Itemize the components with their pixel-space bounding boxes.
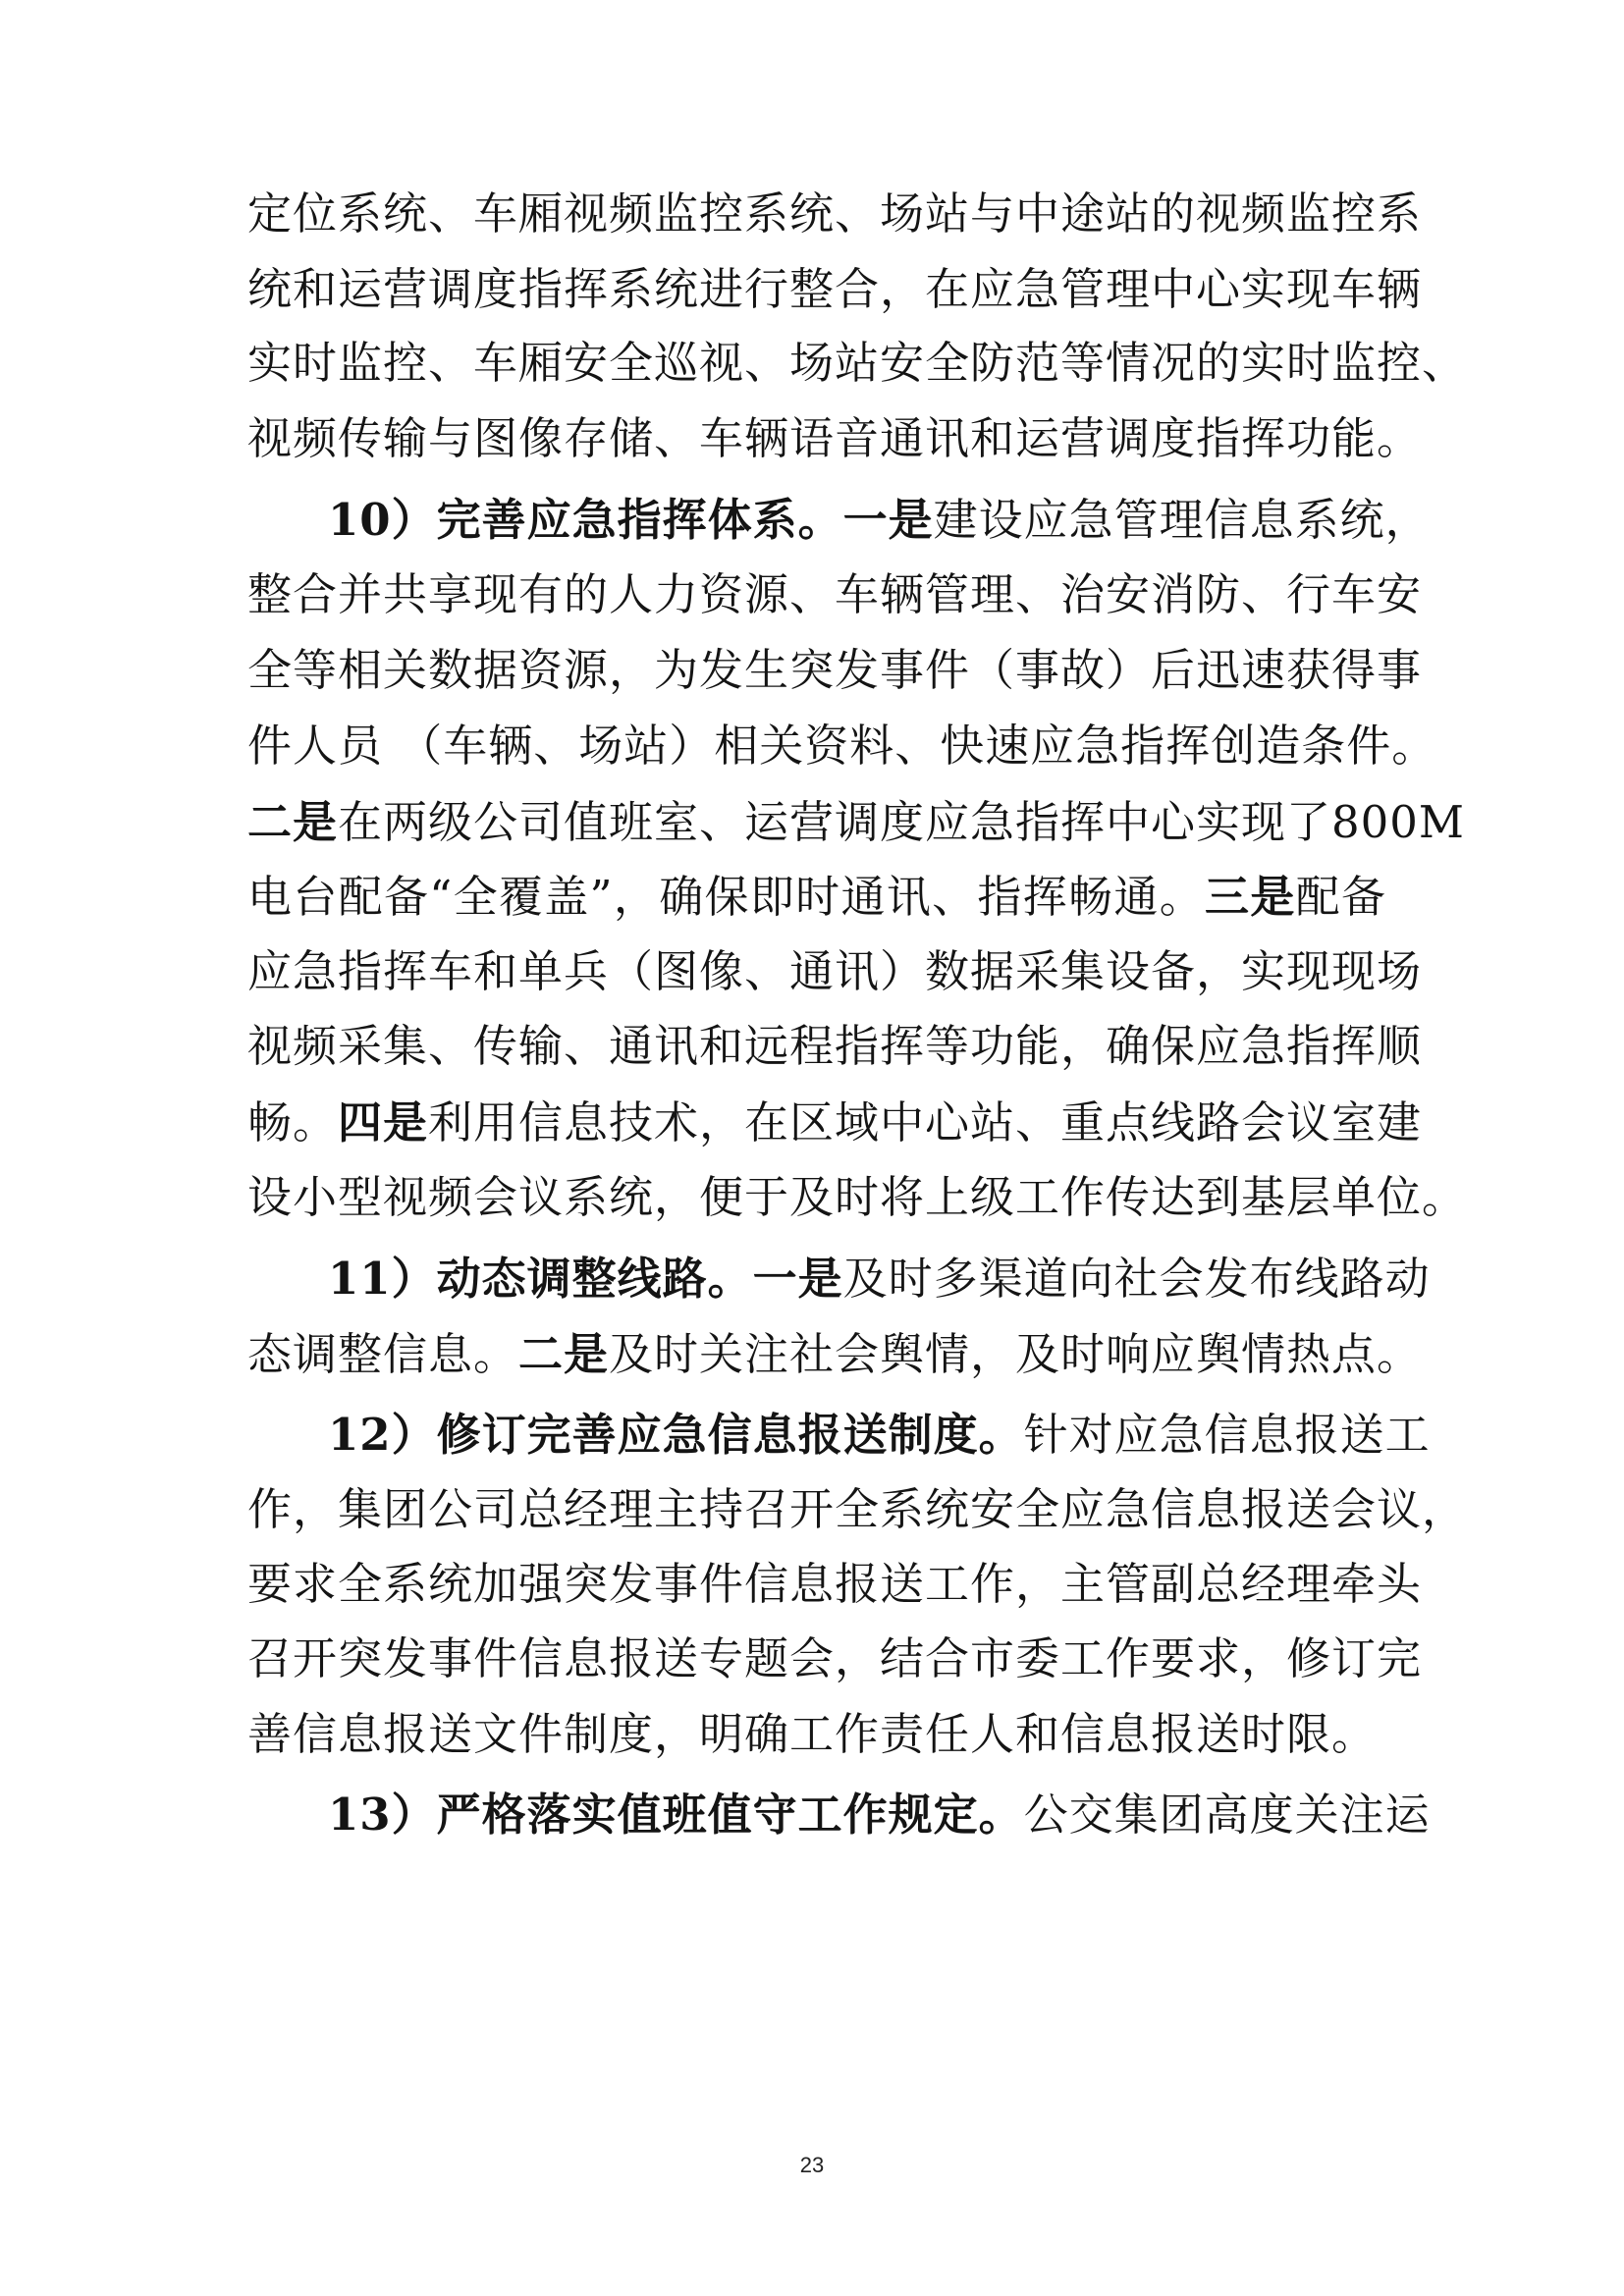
text-segment: 畅。 xyxy=(247,1096,339,1148)
text-line xyxy=(247,1094,1423,1152)
text-segment: 及时多渠道向社会发布线路动 xyxy=(842,1253,1431,1305)
bold-text-segment: 四是 xyxy=(338,1096,429,1148)
text-line xyxy=(247,334,1468,393)
text-line xyxy=(247,1325,1423,1384)
text-segment: 视频采集、传输、通讯和远程指挥等功能，确保应急指挥顺 xyxy=(247,1020,1423,1072)
bold-text-segment: 二是 xyxy=(518,1328,610,1380)
text-line xyxy=(247,942,1423,1001)
text-line xyxy=(247,641,1423,700)
text-segment: 应急指挥车和单兵（图像、通讯）数据采集设备，实现现场 xyxy=(247,945,1423,997)
text-line xyxy=(328,1406,1431,1465)
text-segment: 电台配备“全覆盖”，确保即时通讯、指挥畅通。 xyxy=(247,871,1206,923)
text-segment: 态调整信息。 xyxy=(247,1328,519,1380)
text-segment: 件人员 （车辆、场站）相关资料、快速应急指挥创造条件。 xyxy=(247,720,1437,772)
text-segment: 建设应急管理信息系统， xyxy=(933,494,1431,546)
bold-text-segment: 13）严格落实值班值守工作规定。 xyxy=(328,1789,1024,1841)
bold-text-segment: 11）动态调整线路。 xyxy=(328,1253,753,1305)
text-line xyxy=(247,185,1423,243)
text-line xyxy=(247,1705,1386,1764)
text-segment: 配备 xyxy=(1295,871,1386,923)
text-line xyxy=(247,1480,1468,1539)
bold-text-segment: 二是 xyxy=(247,796,339,848)
text-line xyxy=(247,793,1465,852)
text-line xyxy=(247,1629,1423,1688)
bold-text-segment: 一是 xyxy=(842,494,934,546)
text-line xyxy=(247,565,1423,624)
text-segment: 统和运营调度指挥系统进行整合，在应急管理中心实现车辆 xyxy=(247,263,1423,315)
text-segment: 要求全系统加强突发事件信息报送工作，主管副总经理牵头 xyxy=(247,1558,1423,1610)
page-number: 23 xyxy=(799,2153,825,2177)
text-segment: 召开突发事件信息报送专题会，结合市委工作要求，修订完 xyxy=(247,1632,1423,1684)
text-segment: 全等相关数据资源，为发生突发事件（事故）后迅速获得事 xyxy=(247,644,1423,696)
text-segment: 公交集团高度关注运 xyxy=(1023,1789,1431,1841)
text-line xyxy=(328,1250,1431,1308)
text-line xyxy=(247,1555,1423,1614)
text-line xyxy=(328,491,1431,550)
text-segment: 设小型视频会议系统，便于及时将上级工作传达到基层单位。 xyxy=(247,1171,1468,1223)
text-segment: 善信息报送文件制度，明确工作责任人和信息报送时限。 xyxy=(247,1708,1378,1760)
bold-text-segment: 12）修订完善应急信息报送制度。 xyxy=(328,1409,1024,1461)
bold-text-segment: 一是 xyxy=(752,1253,843,1305)
text-segment: 在两级公司值班室、运营调度应急指挥中心实现了800M xyxy=(338,796,1465,848)
text-line xyxy=(247,1168,1468,1227)
text-segment: 整合并共享现有的人力资源、车辆管理、治安消防、行车安 xyxy=(247,568,1423,620)
text-segment: 实时监控、车厢安全巡视、场站安全防范等情况的实时监控、 xyxy=(247,337,1468,389)
text-line xyxy=(247,409,1423,468)
text-line xyxy=(247,717,1437,775)
bold-text-segment: 10）完善应急指挥体系。 xyxy=(328,494,843,546)
text-segment: 针对应急信息报送工 xyxy=(1023,1409,1431,1461)
text-line xyxy=(247,1017,1423,1076)
bold-text-segment: 三是 xyxy=(1205,871,1296,923)
text-segment: 视频传输与图像存储、车辆语音通讯和运营调度指挥功能。 xyxy=(247,412,1423,464)
text-segment: 及时关注社会舆情，及时响应舆情热点。 xyxy=(609,1328,1423,1380)
text-line xyxy=(247,260,1423,319)
text-segment: 作，集团公司总经理主持召开全系统安全应急信息报送会议， xyxy=(247,1483,1468,1535)
text-line xyxy=(247,868,1386,927)
text-segment: 定位系统、车厢视频监控系统、场站与中途站的视频监控系 xyxy=(247,187,1423,240)
text-segment: 利用信息技术，在区域中心站、重点线路会议室建 xyxy=(428,1096,1423,1148)
text-line xyxy=(328,1786,1431,1844)
